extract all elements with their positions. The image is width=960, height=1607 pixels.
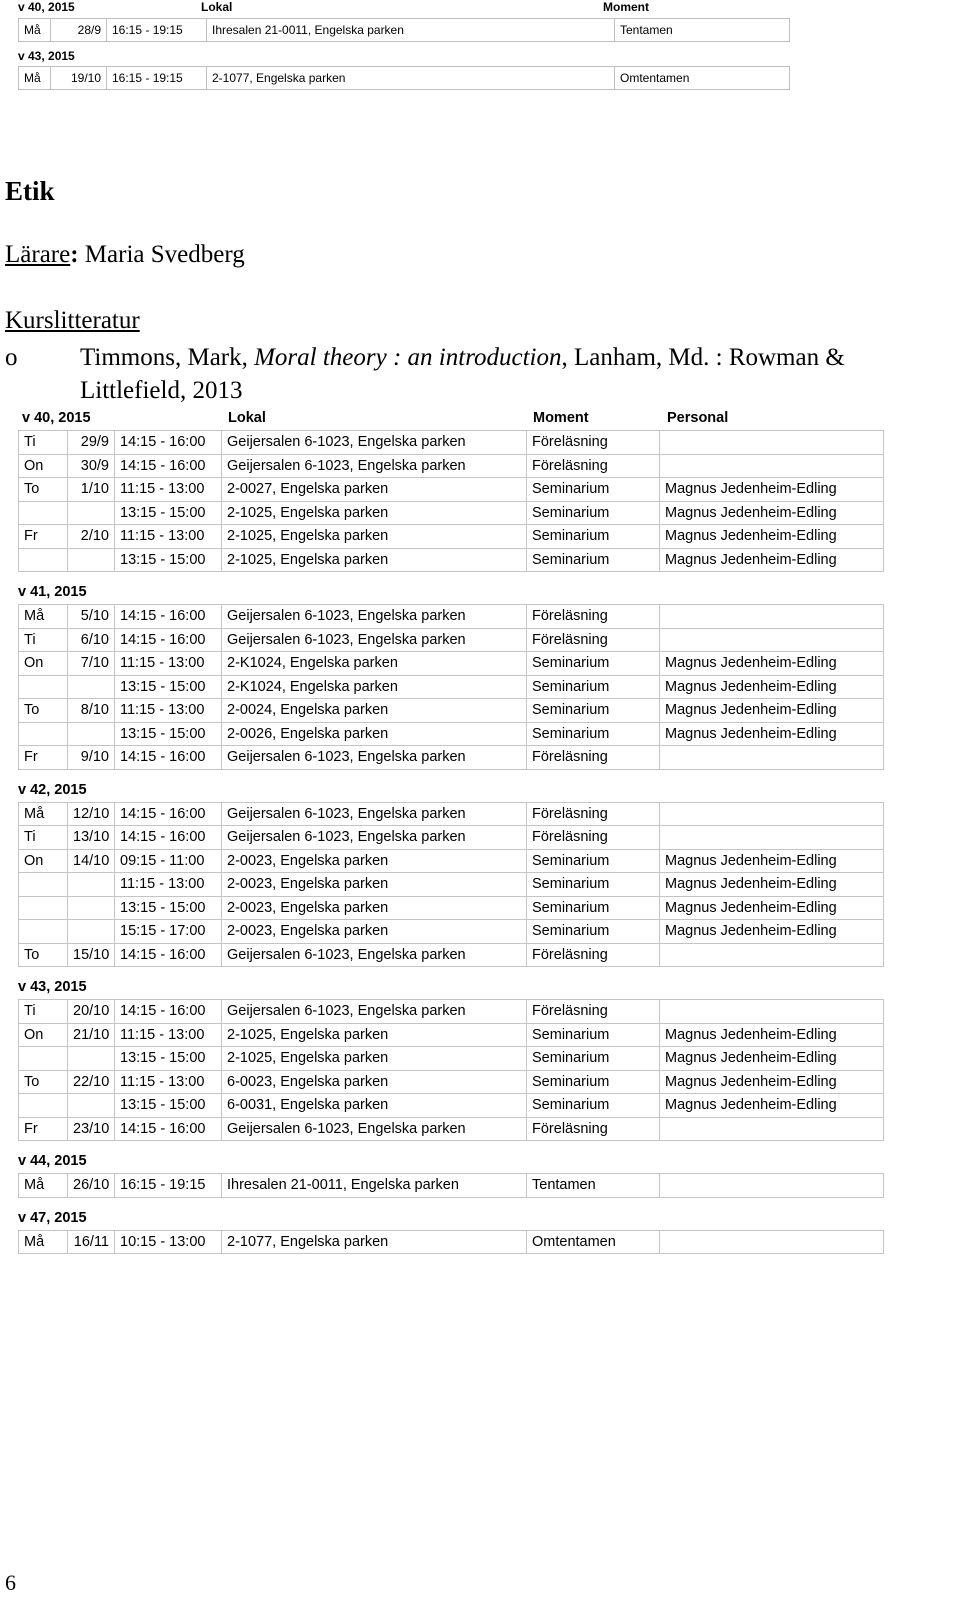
table-row bbox=[19, 431, 884, 455]
personal-cell: Magnus Jedenheim-Edling bbox=[660, 1023, 884, 1047]
room-cell: 2-0027, Engelska parken bbox=[222, 478, 527, 502]
time-cell: 16:15 - 19:15 bbox=[115, 1174, 222, 1198]
time-cell: 11:15 - 13:00 bbox=[115, 478, 222, 502]
date-cell bbox=[68, 920, 115, 944]
day-cell: Må bbox=[19, 67, 51, 89]
day-cell: On bbox=[19, 849, 68, 873]
week-table bbox=[18, 999, 884, 1141]
time-cell: 10:15 - 13:00 bbox=[115, 1230, 222, 1254]
date-cell: 28/9 bbox=[51, 19, 107, 41]
personal-cell bbox=[660, 943, 884, 967]
personal-cell: Magnus Jedenheim-Edling bbox=[660, 896, 884, 920]
moment-header: Moment bbox=[533, 410, 589, 426]
day-cell: Må bbox=[19, 802, 68, 826]
date-cell bbox=[68, 722, 115, 746]
table-row bbox=[19, 1000, 884, 1024]
time-cell: 15:15 - 17:00 bbox=[115, 920, 222, 944]
room-cell: 2-1025, Engelska parken bbox=[222, 501, 527, 525]
day-cell bbox=[19, 1047, 68, 1071]
schedule-header bbox=[18, 408, 884, 430]
moment-cell: Föreläsning bbox=[527, 605, 660, 629]
time-cell: 13:15 - 15:00 bbox=[115, 722, 222, 746]
week-label: v 42, 2015 bbox=[18, 781, 87, 798]
moment-cell: Föreläsning bbox=[527, 802, 660, 826]
personal-cell: Magnus Jedenheim-Edling bbox=[660, 501, 884, 525]
room-cell: 2-1025, Engelska parken bbox=[222, 525, 527, 549]
personal-cell: Magnus Jedenheim-Edling bbox=[660, 722, 884, 746]
personal-cell: Magnus Jedenheim-Edling bbox=[660, 849, 884, 873]
room-cell: Geijersalen 6-1023, Engelska parken bbox=[222, 826, 527, 850]
week-label: v 40, 2015 bbox=[22, 410, 91, 426]
literature-book-title: Moral theory : an introduction bbox=[254, 344, 562, 371]
moment-cell: Seminarium bbox=[527, 525, 660, 549]
personal-header: Personal bbox=[667, 410, 729, 426]
time-cell: 14:15 - 16:00 bbox=[115, 746, 222, 770]
day-cell: To bbox=[19, 943, 68, 967]
week-block bbox=[18, 430, 884, 572]
time-cell: 14:15 - 16:00 bbox=[115, 431, 222, 455]
moment-cell: Föreläsning bbox=[527, 1000, 660, 1024]
week-block bbox=[18, 1206, 884, 1255]
day-cell bbox=[19, 920, 68, 944]
room-cell: Ihresalen 21-0011, Engelska parken bbox=[222, 1174, 527, 1198]
time-cell: 14:15 - 16:00 bbox=[115, 802, 222, 826]
table-row bbox=[19, 802, 884, 826]
table-row bbox=[19, 1230, 884, 1254]
date-cell: 1/10 bbox=[68, 478, 115, 502]
room-cell: 2-1025, Engelska parken bbox=[222, 1047, 527, 1071]
day-cell: Ti bbox=[19, 826, 68, 850]
day-cell: Må bbox=[19, 1174, 68, 1198]
week-label: v 43, 2015 bbox=[18, 49, 75, 63]
date-cell: 2/10 bbox=[68, 525, 115, 549]
day-cell bbox=[19, 873, 68, 897]
day-cell: On bbox=[19, 652, 68, 676]
room-cell: 2-1077, Engelska parken bbox=[222, 1230, 527, 1254]
date-cell: 7/10 bbox=[68, 652, 115, 676]
day-cell: Må bbox=[19, 1230, 68, 1254]
day-cell bbox=[19, 548, 68, 572]
date-cell: 14/10 bbox=[68, 849, 115, 873]
room-cell: 2-K1024, Engelska parken bbox=[222, 652, 527, 676]
week-table bbox=[18, 1230, 884, 1255]
room-cell: Geijersalen 6-1023, Engelska parken bbox=[222, 431, 527, 455]
day-cell: Fr bbox=[19, 746, 68, 770]
table-row bbox=[18, 66, 790, 90]
time-cell: 11:15 - 13:00 bbox=[115, 873, 222, 897]
table-row bbox=[19, 699, 884, 723]
day-cell: To bbox=[19, 478, 68, 502]
day-cell: Må bbox=[19, 605, 68, 629]
time-cell: 14:15 - 16:00 bbox=[115, 628, 222, 652]
week-block bbox=[18, 1149, 884, 1198]
personal-cell bbox=[660, 746, 884, 770]
table-row bbox=[19, 1023, 884, 1047]
day-cell: Fr bbox=[19, 525, 68, 549]
literature-heading: Kurslitteratur bbox=[5, 307, 140, 334]
time-cell: 16:15 - 19:15 bbox=[107, 19, 207, 41]
day-cell: Ti bbox=[19, 431, 68, 455]
day-cell bbox=[19, 1094, 68, 1118]
moment-cell: Föreläsning bbox=[527, 943, 660, 967]
moment-cell: Föreläsning bbox=[527, 746, 660, 770]
time-cell: 09:15 - 11:00 bbox=[115, 849, 222, 873]
personal-cell: Magnus Jedenheim-Edling bbox=[660, 525, 884, 549]
date-cell: 21/10 bbox=[68, 1023, 115, 1047]
personal-cell bbox=[660, 826, 884, 850]
day-cell: Ti bbox=[19, 628, 68, 652]
personal-cell bbox=[660, 454, 884, 478]
week-block bbox=[18, 778, 884, 968]
personal-cell: Magnus Jedenheim-Edling bbox=[660, 652, 884, 676]
date-cell: 5/10 bbox=[68, 605, 115, 629]
personal-cell bbox=[660, 1117, 884, 1141]
personal-cell bbox=[660, 1000, 884, 1024]
table-row bbox=[19, 1174, 884, 1198]
day-cell: To bbox=[19, 699, 68, 723]
table-row bbox=[19, 501, 884, 525]
moment-cell: Seminarium bbox=[527, 722, 660, 746]
day-cell bbox=[19, 896, 68, 920]
room-cell: 2-K1024, Engelska parken bbox=[222, 675, 527, 699]
moment-cell: Seminarium bbox=[527, 652, 660, 676]
table-row bbox=[19, 675, 884, 699]
date-cell: 19/10 bbox=[51, 67, 107, 89]
time-cell: 13:15 - 15:00 bbox=[115, 548, 222, 572]
personal-cell bbox=[660, 628, 884, 652]
moment-cell: Föreläsning bbox=[527, 1117, 660, 1141]
day-cell: On bbox=[19, 454, 68, 478]
literature-reference bbox=[80, 341, 950, 407]
room-cell: 2-0024, Engelska parken bbox=[222, 699, 527, 723]
room-cell: Geijersalen 6-1023, Engelska parken bbox=[222, 1000, 527, 1024]
moment-cell: Seminarium bbox=[527, 699, 660, 723]
course-title: Etik bbox=[5, 176, 55, 206]
week-label: v 44, 2015 bbox=[18, 1153, 87, 1169]
bullet-icon: o bbox=[5, 344, 18, 371]
room-cell: Geijersalen 6-1023, Engelska parken bbox=[222, 454, 527, 478]
date-cell: 29/9 bbox=[68, 431, 115, 455]
table-row bbox=[19, 548, 884, 572]
moment-cell: Seminarium bbox=[527, 896, 660, 920]
table-row bbox=[19, 1094, 884, 1118]
personal-cell bbox=[660, 1230, 884, 1254]
table-row bbox=[19, 1047, 884, 1071]
date-cell: 6/10 bbox=[68, 628, 115, 652]
time-cell: 14:15 - 16:00 bbox=[115, 943, 222, 967]
week-label: v 41, 2015 bbox=[18, 584, 87, 600]
moment-cell: Seminarium bbox=[527, 1023, 660, 1047]
day-cell: Fr bbox=[19, 1117, 68, 1141]
time-cell: 13:15 - 15:00 bbox=[115, 896, 222, 920]
week-table bbox=[18, 430, 884, 572]
table-row bbox=[19, 943, 884, 967]
time-cell: 14:15 - 16:00 bbox=[115, 605, 222, 629]
date-cell bbox=[68, 1047, 115, 1071]
time-cell: 11:15 - 13:00 bbox=[115, 699, 222, 723]
date-cell bbox=[68, 896, 115, 920]
moment-cell: Omtentamen bbox=[620, 71, 690, 85]
date-cell: 22/10 bbox=[68, 1070, 115, 1094]
lokal-header: Lokal bbox=[201, 0, 233, 14]
time-cell: 16:15 - 19:15 bbox=[107, 67, 207, 89]
literature-item bbox=[5, 341, 950, 407]
moment-cell: Seminarium bbox=[527, 548, 660, 572]
table-row bbox=[19, 628, 884, 652]
week-table bbox=[18, 1173, 884, 1198]
time-cell: 13:15 - 15:00 bbox=[115, 675, 222, 699]
day-cell bbox=[19, 722, 68, 746]
time-cell: 14:15 - 16:00 bbox=[115, 1117, 222, 1141]
room-cell: 2-1025, Engelska parken bbox=[222, 1023, 527, 1047]
personal-cell bbox=[660, 802, 884, 826]
week-label: v 40, 2015 bbox=[18, 0, 75, 14]
moment-cell: Seminarium bbox=[527, 873, 660, 897]
room-cell: 6-0031, Engelska parken bbox=[222, 1094, 527, 1118]
room-cell: 2-0023, Engelska parken bbox=[222, 873, 527, 897]
date-cell: 15/10 bbox=[68, 943, 115, 967]
date-cell: 16/11 bbox=[68, 1230, 115, 1254]
date-cell: 20/10 bbox=[68, 1000, 115, 1024]
teacher-label: Lärare bbox=[5, 241, 71, 268]
date-cell: 9/10 bbox=[68, 746, 115, 770]
table-row bbox=[19, 478, 884, 502]
table-row bbox=[19, 1117, 884, 1141]
day-cell: Ti bbox=[19, 1000, 68, 1024]
personal-cell: Magnus Jedenheim-Edling bbox=[660, 548, 884, 572]
room-cell: Geijersalen 6-1023, Engelska parken bbox=[222, 943, 527, 967]
moment-cell: Seminarium bbox=[527, 1070, 660, 1094]
moment-cell: Föreläsning bbox=[527, 431, 660, 455]
personal-cell: Magnus Jedenheim-Edling bbox=[660, 1094, 884, 1118]
teacher-line bbox=[5, 241, 245, 269]
literature-publisher: , Lanham, Md. : Rowman & Littlefield, 2013 bbox=[80, 344, 845, 404]
table-row bbox=[19, 652, 884, 676]
date-cell bbox=[68, 1094, 115, 1118]
literature-author: Timmons, Mark, bbox=[80, 344, 255, 371]
personal-cell: Magnus Jedenheim-Edling bbox=[660, 873, 884, 897]
moment-cell: Seminarium bbox=[527, 501, 660, 525]
time-cell: 13:15 - 15:00 bbox=[115, 1094, 222, 1118]
course-schedule bbox=[18, 408, 884, 1262]
moment-cell: Seminarium bbox=[527, 478, 660, 502]
week-table bbox=[18, 604, 884, 770]
table-row bbox=[19, 873, 884, 897]
table-row bbox=[19, 896, 884, 920]
date-cell bbox=[68, 501, 115, 525]
time-cell: 13:15 - 15:00 bbox=[115, 501, 222, 525]
week-block bbox=[18, 975, 884, 1141]
table-row bbox=[19, 920, 884, 944]
table-row bbox=[18, 18, 790, 42]
top-schedule-header bbox=[18, 0, 790, 18]
table-row bbox=[19, 826, 884, 850]
room-cell: 2-1077, Engelska parken bbox=[207, 67, 615, 89]
time-cell: 11:15 - 13:00 bbox=[115, 525, 222, 549]
time-cell: 14:15 - 16:00 bbox=[115, 1000, 222, 1024]
room-cell: Ihresalen 21-0011, Engelska parken bbox=[207, 19, 615, 41]
table-row bbox=[19, 454, 884, 478]
week-block bbox=[18, 580, 884, 770]
room-cell: Geijersalen 6-1023, Engelska parken bbox=[222, 605, 527, 629]
moment-cell: Tentamen bbox=[527, 1174, 660, 1198]
personal-cell bbox=[660, 605, 884, 629]
date-cell: 12/10 bbox=[68, 802, 115, 826]
teacher-name: Maria Svedberg bbox=[78, 241, 245, 268]
room-cell: 2-0023, Engelska parken bbox=[222, 920, 527, 944]
week-label: v 47, 2015 bbox=[18, 1209, 87, 1226]
room-cell: Geijersalen 6-1023, Engelska parken bbox=[222, 802, 527, 826]
room-cell: 2-0023, Engelska parken bbox=[222, 849, 527, 873]
page-number: 6 bbox=[5, 1570, 16, 1595]
personal-cell: Magnus Jedenheim-Edling bbox=[660, 675, 884, 699]
date-cell: 23/10 bbox=[68, 1117, 115, 1141]
moment-cell: Föreläsning bbox=[527, 454, 660, 478]
moment-cell: Föreläsning bbox=[527, 826, 660, 850]
moment-cell: Seminarium bbox=[527, 1094, 660, 1118]
date-cell bbox=[68, 548, 115, 572]
day-cell: Må bbox=[19, 19, 51, 41]
room-cell: Geijersalen 6-1023, Engelska parken bbox=[222, 1117, 527, 1141]
week-table bbox=[18, 802, 884, 968]
room-cell: 6-0023, Engelska parken bbox=[222, 1070, 527, 1094]
personal-cell: Magnus Jedenheim-Edling bbox=[660, 699, 884, 723]
date-cell: 30/9 bbox=[68, 454, 115, 478]
room-cell: 2-0023, Engelska parken bbox=[222, 896, 527, 920]
day-cell bbox=[19, 675, 68, 699]
moment-cell: Seminarium bbox=[527, 920, 660, 944]
room-cell: Geijersalen 6-1023, Engelska parken bbox=[222, 746, 527, 770]
previous-course-schedule bbox=[18, 0, 790, 90]
day-cell bbox=[19, 501, 68, 525]
time-cell: 11:15 - 13:00 bbox=[115, 652, 222, 676]
room-cell: 2-1025, Engelska parken bbox=[222, 548, 527, 572]
room-cell: Geijersalen 6-1023, Engelska parken bbox=[222, 628, 527, 652]
moment-cell: Föreläsning bbox=[527, 628, 660, 652]
time-cell: 11:15 - 13:00 bbox=[115, 1023, 222, 1047]
time-cell: 14:15 - 16:00 bbox=[115, 826, 222, 850]
personal-cell: Magnus Jedenheim-Edling bbox=[660, 1070, 884, 1094]
table-row bbox=[19, 722, 884, 746]
date-cell bbox=[68, 873, 115, 897]
personal-cell bbox=[660, 431, 884, 455]
date-cell bbox=[68, 675, 115, 699]
week-label: v 43, 2015 bbox=[18, 979, 87, 995]
lokal-header: Lokal bbox=[228, 410, 266, 426]
room-cell: 2-0026, Engelska parken bbox=[222, 722, 527, 746]
table-row bbox=[19, 605, 884, 629]
moment-cell: Omtentamen bbox=[527, 1230, 660, 1254]
day-cell: To bbox=[19, 1070, 68, 1094]
personal-cell: Magnus Jedenheim-Edling bbox=[660, 478, 884, 502]
table-row bbox=[19, 849, 884, 873]
table-row bbox=[19, 1070, 884, 1094]
day-cell: On bbox=[19, 1023, 68, 1047]
personal-cell: Magnus Jedenheim-Edling bbox=[660, 920, 884, 944]
moment-cell: Tentamen bbox=[620, 23, 673, 37]
moment-cell: Seminarium bbox=[527, 849, 660, 873]
personal-cell bbox=[660, 1174, 884, 1198]
time-cell: 14:15 - 16:00 bbox=[115, 454, 222, 478]
moment-cell: Seminarium bbox=[527, 675, 660, 699]
moment-header: Moment bbox=[603, 0, 649, 14]
table-row bbox=[19, 746, 884, 770]
teacher-colon: : bbox=[70, 241, 79, 268]
moment-cell: Seminarium bbox=[527, 1047, 660, 1071]
time-cell: 13:15 - 15:00 bbox=[115, 1047, 222, 1071]
table-row bbox=[19, 525, 884, 549]
date-cell: 26/10 bbox=[68, 1174, 115, 1198]
date-cell: 13/10 bbox=[68, 826, 115, 850]
personal-cell: Magnus Jedenheim-Edling bbox=[660, 1047, 884, 1071]
date-cell: 8/10 bbox=[68, 699, 115, 723]
time-cell: 11:15 - 13:00 bbox=[115, 1070, 222, 1094]
